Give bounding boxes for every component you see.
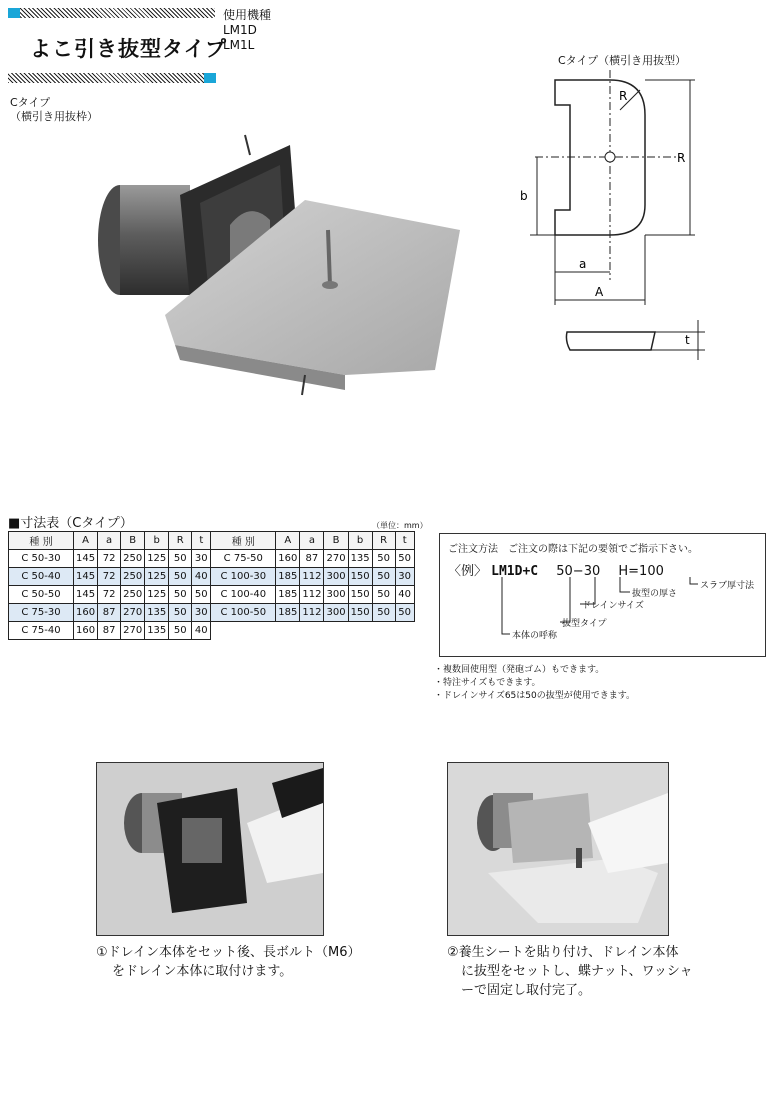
notes-list (434, 664, 635, 703)
models-label: 使用機種 (223, 8, 272, 22)
legend-slab: スラブ厚寸法 (700, 581, 755, 591)
label-a: a (579, 257, 587, 271)
table-title: ■寸法表（Cタイプ） (8, 516, 133, 531)
compatible-models (223, 8, 271, 53)
header-accent-bar (8, 8, 20, 18)
code-size: 50−30 (556, 564, 601, 579)
code-h: H=100 (618, 564, 664, 579)
order-heading: ご注文方法 ご注文の際は下記の要領でご指示下さい。 (448, 544, 698, 555)
caption-step1: ①ドレイン本体をセット後、長ボルト（M6） をドレイン本体に取付けます。 (96, 945, 361, 979)
table-row: C 50-50 145 72 250 125 50 50 C 100-40 185 112 300 150 50 40 (9, 586, 415, 604)
install-photo-step1 (96, 762, 324, 936)
table-row: C 75-30 160 87 270 135 50 30 C 100-50 185 112 300 150 50 50 (9, 604, 415, 622)
table-header-row: 種 別 A a B b R t 種 別 A a B b R t (9, 532, 415, 550)
example-label: 〈例〉 (448, 564, 488, 579)
product-illustration (90, 125, 470, 410)
note-item: ・複数回使用型（発砲ゴム）もできます。 (434, 665, 605, 675)
title-underline-accent (204, 73, 216, 83)
caption-step2: ②養生シートを貼り付け、ドレイン本体 に抜型をセットし、蝶ナット、ワッシャ ーで固定し取付完了。 (447, 945, 693, 998)
legend-drain-size: ドレインサイズ (582, 601, 644, 611)
drawing-title: Cタイプ（横引き用抜型） (558, 54, 687, 67)
legend-type: 抜型タイプ (562, 619, 607, 629)
code-main: LM1D+C (491, 564, 539, 579)
title-underline-hatch (8, 73, 215, 83)
order-legend-lines (440, 534, 765, 656)
dimension-table-wrap (8, 531, 415, 640)
label-r-height: R (677, 151, 686, 165)
install-photo-step2 (447, 762, 669, 936)
table-unit: （単位：mm） (372, 521, 428, 530)
label-r-radius: R (619, 89, 628, 103)
note-item: ・特注サイズもできます。 (434, 678, 541, 688)
order-method-box (439, 533, 766, 657)
page-title: よこ引き抜型タイプ (30, 37, 227, 61)
header-hatch-bar (8, 8, 215, 18)
label-A: A (595, 285, 604, 299)
legend-thickness: 抜型の厚さ (632, 589, 678, 599)
note-item: ・ドレインサイズ65は50の抜型が使用できます。 (434, 691, 636, 701)
table-row: C 50-30 145 72 250 125 50 30 C 75-50 160 87 270 135 50 50 (9, 550, 415, 568)
dimension-drawing (515, 70, 715, 380)
product-type-label: Cタイプ （横引き用抜枠） (10, 96, 98, 123)
label-t: t (685, 333, 690, 347)
model-lm1d: LM1D (223, 23, 257, 37)
legend-body: 本体の呼称 (512, 631, 558, 641)
table-row: C 75-40 160 87 270 135 50 40 (9, 622, 415, 640)
table-row: C 50-40 145 72 250 125 50 40 C 100-30 185 112 300 150 50 30 (9, 568, 415, 586)
dimension-table (8, 531, 415, 640)
label-b: b (520, 189, 528, 203)
model-lm1l: LM1L (223, 38, 255, 52)
